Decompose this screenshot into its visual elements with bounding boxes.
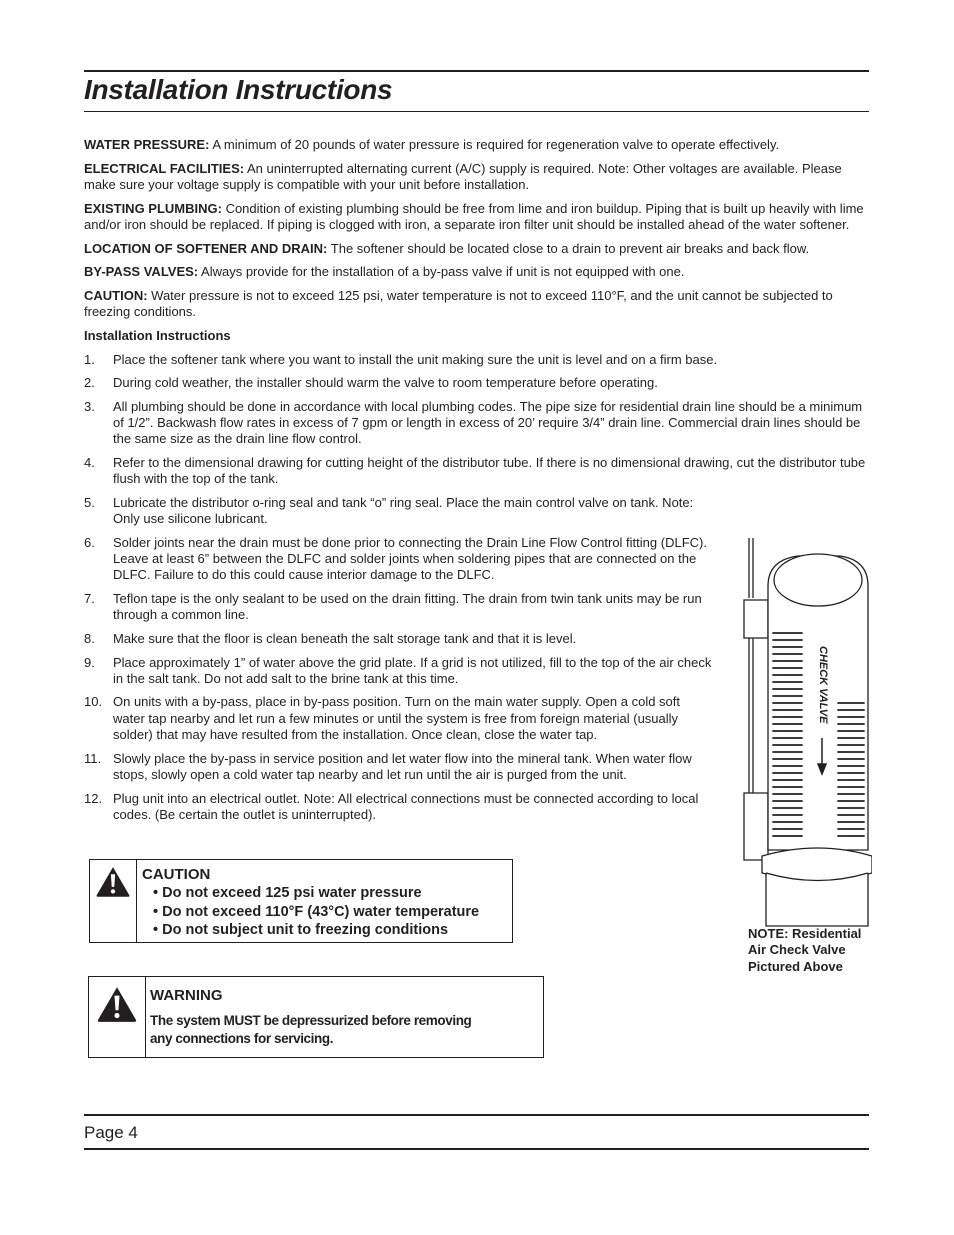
footer-bottom-rule	[84, 1148, 869, 1150]
warning-box	[88, 976, 544, 1058]
step-4: 4. Refer to the dimensional drawing for cutting height of the distributor tube. If there is no dimensional drawing, cut the distributor tube flush with the top of the tank.	[84, 455, 866, 487]
page-number: Page 4	[84, 1123, 138, 1142]
step-5: 5. Lubricate the distributor o-ring seal and tank “o” ring seal. Place the main control valve on tank. Note: Only use silicone lubricant.	[84, 494, 694, 527]
step-3: 3. All plumbing should be done in accordance with local plumbing codes. The pipe size for residential drain line should be a minimum of 1/2”. Backwash flow rates in excess of 7 gpm or length in excess of 20’ require 3/4” drain line. Commercial drain lines should be the same size as the drain line flow control.	[84, 398, 863, 447]
figure-note	[748, 926, 888, 975]
figure-note-line-1: NOTE: Residential	[748, 926, 862, 941]
step-7: 7. Teflon tape is the only sealant to be used on the drain fitting. The drain from twin tank units may be run through a common line.	[84, 590, 702, 623]
footer-top-rule	[84, 1114, 869, 1116]
warning-triangle-icon	[95, 865, 131, 898]
existing-plumbing-paragraph: EXISTING PLUMBING: Condition of existing plumbing should be free from lime and iron buildup. Piping that is built up heavily with lime and/or iron should be replaced. If piping is clogged with iron, a separate iron filter unit should be installed ahead of the water softener.	[84, 200, 864, 232]
warning-line-1: The system MUST be depressurized before removing	[150, 1013, 472, 1028]
warning-icon-cell	[89, 977, 146, 1057]
step-1: 1. Place the softener tank where you want to install the unit making sure the unit is level and on a firm base.	[84, 351, 718, 367]
step-9: 9. Place approximately 1” of water above the grid plate. If a grid is not utilized, fill to the top of the air check in the salt tank. Do not add salt to the brine tank at this time.	[84, 654, 712, 686]
step-6: 6. Solder joints near the drain must be done prior to connecting the Drain Line Flow Control fitting (DLFC). Leave at least 6” between the DLFC and solder joints when soldering pipes that are connected on the DLFC. Failure to do this could cause interior damage to the DLFC.	[84, 534, 707, 583]
caution-line-2: • Do not exceed 110°F (43°C) water temperature	[153, 904, 480, 920]
step-2: 2. During cold weather, the installer should warm the valve to room temperature before operating.	[84, 375, 658, 391]
caution-icon-cell	[90, 860, 137, 942]
step-12: 12. Plug unit into an electrical outlet. Note: All electrical connections must be connected according to local codes. (Be certain the outlet is uninterrupted).	[84, 790, 699, 822]
caution-paragraph: CAUTION: Water pressure is not to exceed 125 psi, water temperature is not to exceed 110°F, and the unit cannot be subjected to freezing conditions.	[84, 287, 833, 320]
water-pressure-paragraph: WATER PRESSURE: A minimum of 20 pounds of water pressure is required for regeneration valve to operate effectively.	[84, 137, 780, 152]
caution-box	[89, 859, 513, 943]
header-bottom-rule	[84, 111, 869, 112]
caution-line-1: • Do not exceed 125 psi water pressure	[153, 885, 422, 901]
check-valve-label: CHECK VALVE	[817, 646, 829, 724]
warning-heading: WARNING	[150, 987, 223, 1004]
electrical-facilities-paragraph: ELECTRICAL FACILITIES: An uninterrupted alternating current (A/C) supply is required. Note: Other voltages are available. Please make sure your voltage supply is compatible with your unit before installation.	[84, 160, 842, 192]
figure-note-line-3: Pictured Above	[748, 958, 843, 974]
check-valve-illustration	[740, 538, 872, 928]
step-8: 8. Make sure that the floor is clean beneath the salt storage tank and that it is level.	[84, 630, 577, 646]
step-11: 11. Slowly place the by-pass in service position and let water flow into the mineral tank. When water flow stops, slowly open a cold water tap nearby and let run until the air is purged from the unit.	[84, 750, 692, 782]
caution-heading: CAUTION	[142, 866, 211, 883]
figure-note-line-2: Air Check Valve	[748, 942, 846, 958]
warning-triangle-icon	[96, 985, 138, 1023]
page-title: Installation Instructions	[84, 74, 393, 105]
warning-line-2: any connections for servicing.	[150, 1031, 334, 1046]
bypass-valves-paragraph: BY-PASS VALVES: Always provide for the installation of a by-pass valve if unit is not equipped with one.	[84, 264, 685, 280]
instructions-heading: Installation Instructions	[84, 327, 231, 343]
header-top-rule	[84, 70, 869, 72]
location-paragraph: LOCATION OF SOFTENER AND DRAIN: The softener should be located close to a drain to prevent air breaks and back flow.	[84, 240, 810, 256]
step-10: 10. On units with a by-pass, place in by-pass position. Turn on the main water supply. Open a cold soft water tap nearby and let run a few minutes or until the system is free from foreign material (usually solder) that may have resulted from the installation. Once clean, close the water tap.	[84, 694, 680, 742]
caution-line-3: • Do not subject unit to freezing conditions	[153, 922, 449, 938]
